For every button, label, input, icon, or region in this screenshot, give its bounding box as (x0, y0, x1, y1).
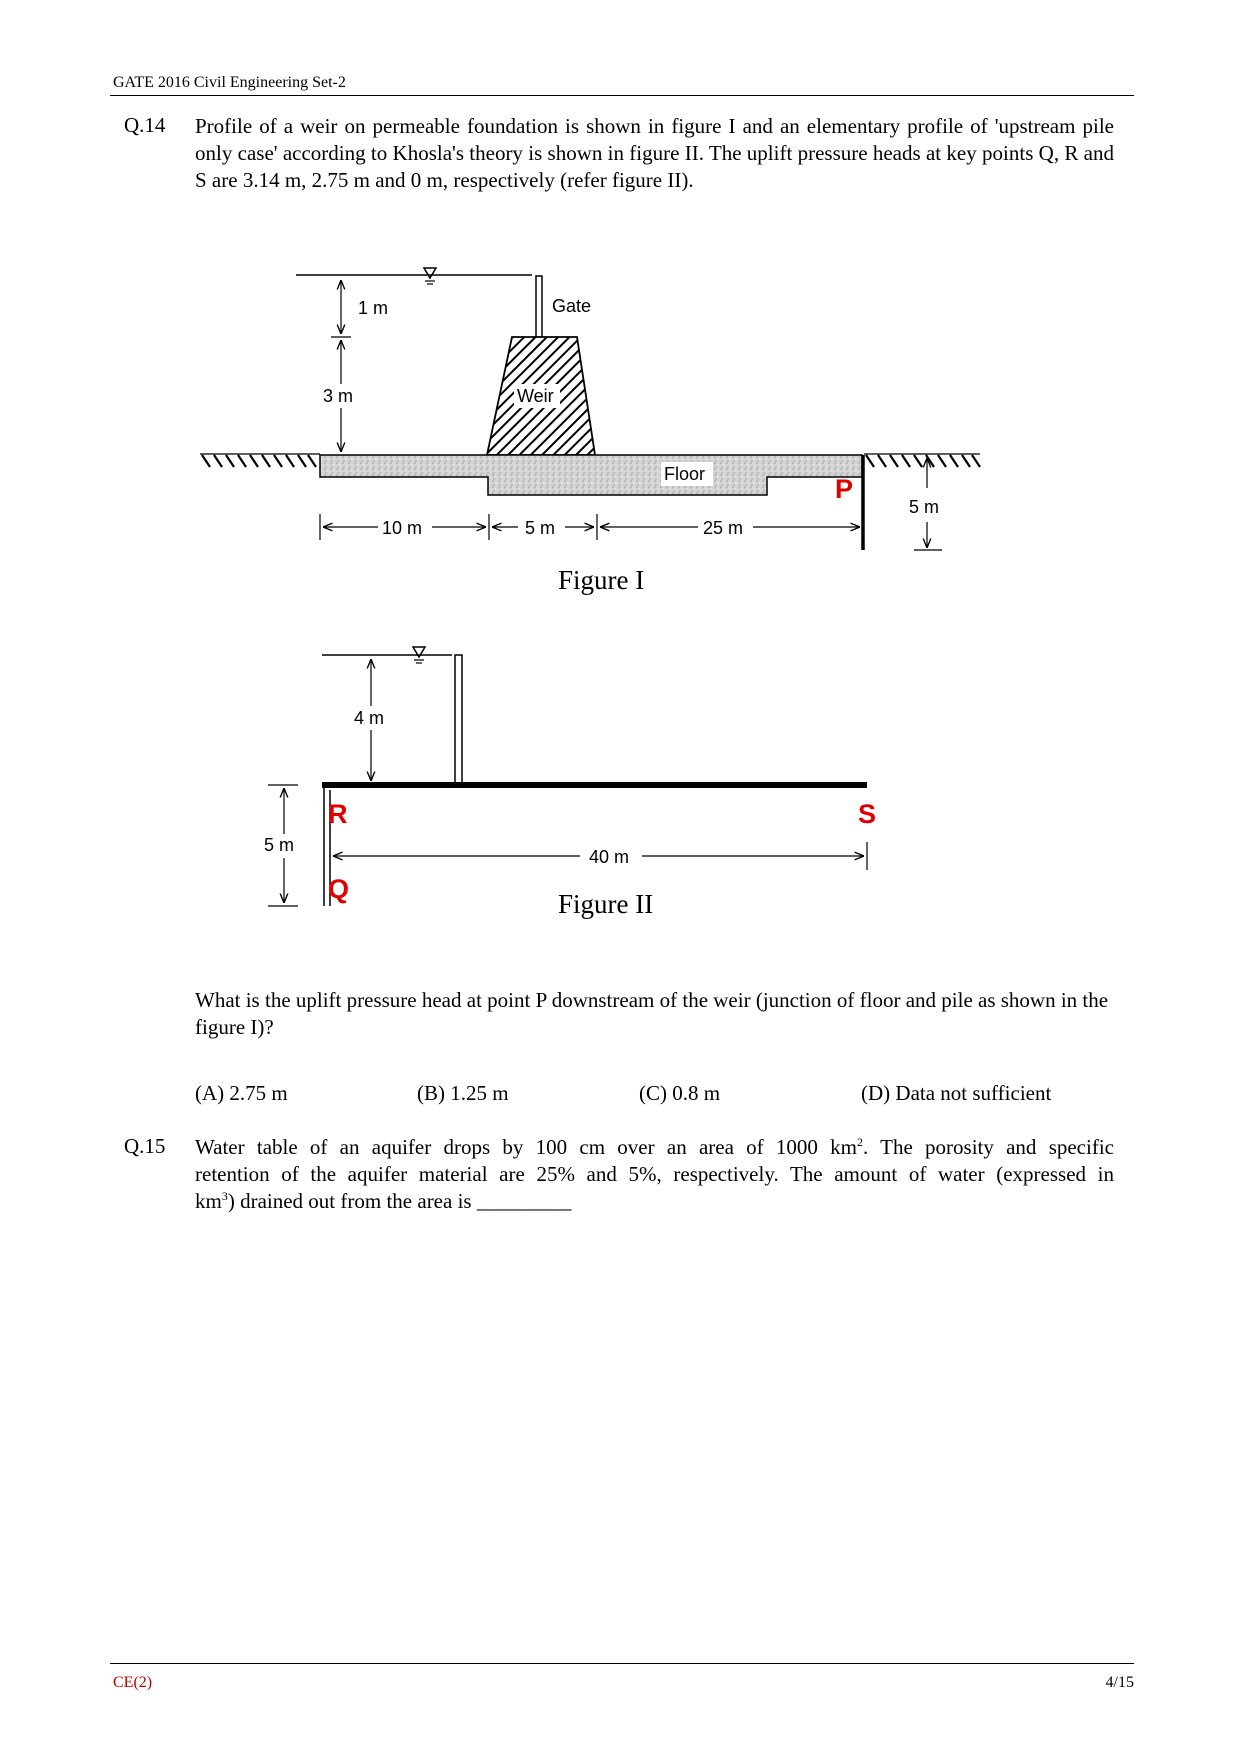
q14-text: Profile of a weir on permeable foundation is shown in figure I and an elementary profile of 'upstream pile only case' according to Khosla's theory is shown in figure II. The uplift pressure heads at key points Q, R and S are 3.14 m, 2.75 m and 0 m, respectively (refer figure II). (195, 114, 1114, 192)
fig1-floor-label: Floor (664, 464, 706, 484)
q15-line-3: $km^3$) drained out from the area is _________ (195, 1189, 572, 1213)
fig1-gate (536, 276, 542, 337)
q14-option-a[interactable]: (A) 2.75 m (195, 1081, 288, 1105)
fig1-dim-5m-b: 5 m (525, 518, 556, 538)
q15-number: Q.15 (124, 1134, 166, 1158)
fig2-point-s: S (858, 799, 877, 829)
fig2-dim-40m: 40 m (589, 847, 630, 867)
fig2-gate (455, 655, 462, 786)
fig1-dim-25m: 25 m (703, 518, 744, 538)
fig2-point-r: R (328, 799, 348, 829)
footer-page-number: 4/15 (1105, 1674, 1134, 1691)
fig1-dim-3m: 3 m (323, 386, 354, 406)
figure-1-caption: Figure I (558, 565, 645, 595)
fig1-ground-left (200, 454, 320, 467)
q14-option-d[interactable]: (D) Data not sufficient (861, 1081, 1052, 1105)
q15-line-2: retention of the aquifer material are 25% and 5%, respectively. The amount of water (expressed in (195, 1162, 1114, 1186)
q14-option-b[interactable]: (B) 1.25 m (417, 1081, 509, 1105)
fig1-gate-label: Gate (552, 296, 592, 316)
fig1-point-p: P (835, 474, 854, 504)
q14-number: Q.14 (124, 113, 166, 137)
fig1-water-symbol (424, 268, 436, 284)
fig1-dim-1m: 1 m (358, 298, 389, 318)
fig1-ground-right (864, 454, 980, 467)
fig2-dim-4m: 4 m (354, 708, 385, 728)
q15-line-1: Water table of an aquifer drops by 100 cm over an area of 1000 $km^2$. The porosity and specific (195, 1135, 1114, 1159)
footer-paper-code: CE(2) (113, 1674, 153, 1691)
fig2-dim-5m: 5 m (264, 835, 295, 855)
q14-question: What is the uplift pressure head at point P downstream of the weir (junction of floor and pile as shown in the figure I)? (195, 988, 1109, 1039)
fig1-dim-5m: 5 m (909, 497, 940, 517)
q14-option-c[interactable]: (C) 0.8 m (639, 1081, 721, 1105)
page-header: GATE 2016 Civil Engineering Set-2 (113, 74, 346, 91)
fig2-point-q: Q (328, 874, 350, 904)
figure-2-caption: Figure II (558, 889, 654, 919)
fig1-weir-label: Weir (517, 386, 554, 406)
fig1-dim-10m: 10 m (382, 518, 423, 538)
footer-rule (110, 1663, 1134, 1664)
